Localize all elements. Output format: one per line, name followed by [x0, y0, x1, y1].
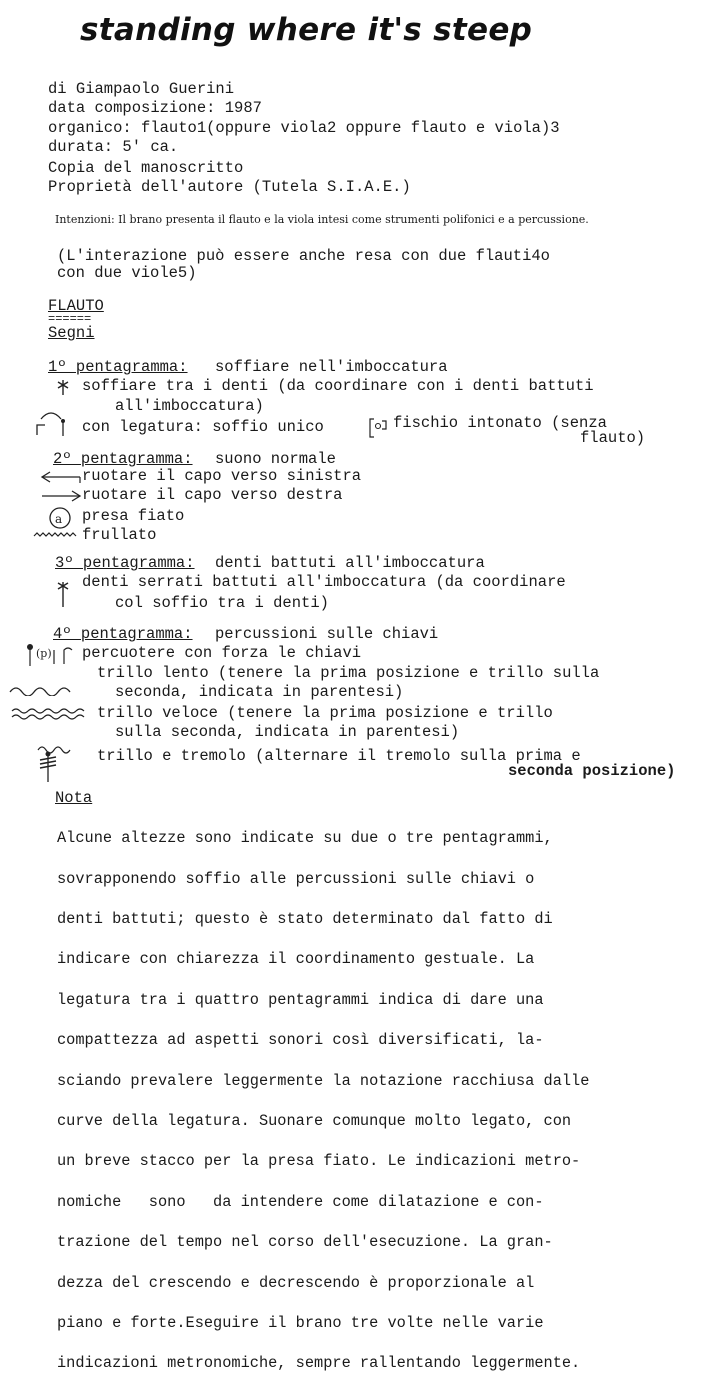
pent3-line-2: denti serrati battuti all'imboccatura (da coordinare	[82, 573, 566, 591]
slow-trill-icon	[8, 684, 80, 696]
date-line: data composizione: 1987	[48, 99, 262, 117]
nota-line: sciando prevalere leggermente la notazione racchiusa dalle	[57, 1071, 590, 1090]
nota-line: sovrapponendo soffio alle percussioni sulle chiavi o	[57, 869, 535, 888]
nota-line: trazione del tempo nel corso dell'esecuzione. La gran-	[57, 1233, 553, 1252]
pent2-line-4: presa fiato	[82, 507, 185, 525]
nota-line: curve della legatura. Suonare comunque molto legato, con	[57, 1112, 572, 1131]
document-title: standing where it's steep	[80, 12, 533, 48]
segni-heading: Segni	[48, 324, 95, 342]
intenzioni-note: Intenzioni: Il brano presenta il flauto e la viola intesi come strumenti polifonici e a percussione.	[55, 213, 589, 226]
pent1-line-5: flauto)	[580, 429, 646, 447]
pent4-line-8: seconda posizione)	[508, 762, 676, 780]
pent4-line-6: sulla seconda, indicata in parentesi)	[115, 723, 460, 741]
pent4-line-7: trillo e tremolo (alternare il tremolo sulla prima e	[97, 747, 581, 765]
pent2-label: 2º pentagramma:	[53, 450, 193, 468]
nota-line: dezza del crescendo e decrescendo è proporzionale al	[57, 1273, 535, 1292]
flauto-rule: ======	[48, 312, 92, 326]
pent1-line-4: con legatura: soffio unico	[82, 418, 324, 436]
nota-body	[57, 808, 589, 1394]
proprieta-line: Proprietà dell'autore (Tutela S.I.A.E.)	[48, 178, 411, 196]
nota-line: denti battuti; questo è stato determinato dal fatto di	[57, 910, 553, 929]
arrow-left-icon	[40, 470, 82, 484]
nota-line: piano e forte.Eseguire il brano tre volte nelle varie	[57, 1314, 544, 1333]
organico-line: organico: flauto1(oppure viola2 oppure flauto e viola)3	[48, 119, 560, 137]
flutter-tongue-icon	[32, 530, 82, 540]
pent3-line-1: denti battuti all'imboccatura	[215, 554, 485, 572]
interazione-line-2: con due viole5)	[57, 264, 197, 282]
nota-line: Alcune altezze sono indicate su due o tre pentagrammi,	[57, 829, 553, 848]
pent2-line-1: suono normale	[215, 450, 336, 468]
pent4-line-2: percuotere con forza le chiavi	[82, 644, 362, 662]
pent4-line-5: trillo veloce (tenere la prima posizione e trillo	[97, 704, 553, 722]
pent4-line-4: seconda, indicata in parentesi)	[115, 683, 404, 701]
pent2-line-3: ruotare il capo verso destra	[82, 486, 343, 504]
whistle-icon	[368, 417, 388, 441]
arrow-right-icon	[40, 490, 82, 502]
pent1-line-4b: fischio intonato (senza	[393, 414, 607, 432]
interazione-line-1: (L'interazione può essere anche resa con due flauti4o	[57, 247, 550, 265]
pent4-line-1: percussioni sulle chiavi	[215, 625, 439, 643]
flauto-heading: FLAUTO	[48, 297, 104, 315]
nota-line: indicare con chiarezza il coordinamento gestuale. La	[57, 950, 535, 969]
pent2-line-2: ruotare il capo verso sinistra	[82, 467, 362, 485]
pent4-line-3: trillo lento (tenere la prima posizione e trillo sulla	[97, 664, 600, 682]
author-line: di Giampaolo Guerini	[48, 80, 235, 98]
key-percussion-icon	[20, 642, 80, 668]
pent1-line-2: soffiare tra i denti (da coordinare con i denti battuti	[82, 377, 594, 395]
pent2-line-5: frullato	[82, 526, 157, 544]
pent1-label: 1º pentagramma:	[48, 358, 188, 376]
durata-line: durata: 5' ca.	[48, 138, 179, 156]
fast-trill-icon	[10, 706, 90, 720]
trill-tremolo-icon	[34, 742, 80, 784]
nota-line: indicazioni metronomiche, sempre rallentando leggermente.	[57, 1354, 581, 1373]
clenched-teeth-icon	[56, 578, 70, 608]
svg-text:a: a	[55, 512, 63, 526]
nota-line: un breve stacco per la presa fiato. Le indicazioni metro-	[57, 1152, 581, 1171]
pent1-line-3: all'imboccatura)	[115, 397, 264, 415]
copia-line: Copia del manoscritto	[48, 159, 244, 177]
pent1-line-1: soffiare nell'imboccatura	[215, 358, 448, 376]
nota-line: nomiche sono da intendere come dilatazione e con-	[57, 1192, 544, 1211]
nota-line: compattezza ad aspetti sonori così diversificati, la-	[57, 1031, 544, 1050]
nota-heading: Nota	[55, 789, 93, 807]
pent3-label: 3º pentagramma:	[55, 554, 195, 572]
slur-breath-icon	[33, 405, 73, 437]
teeth-breath-icon	[56, 378, 70, 396]
svg-text:(p): (p)	[36, 647, 52, 660]
breath-circle-icon	[47, 506, 73, 530]
pent4-label: 4º pentagramma:	[53, 625, 193, 643]
pent3-line-3: col soffio tra i denti)	[115, 594, 329, 612]
nota-line: legatura tra i quattro pentagrammi indica di dare una	[57, 990, 544, 1009]
